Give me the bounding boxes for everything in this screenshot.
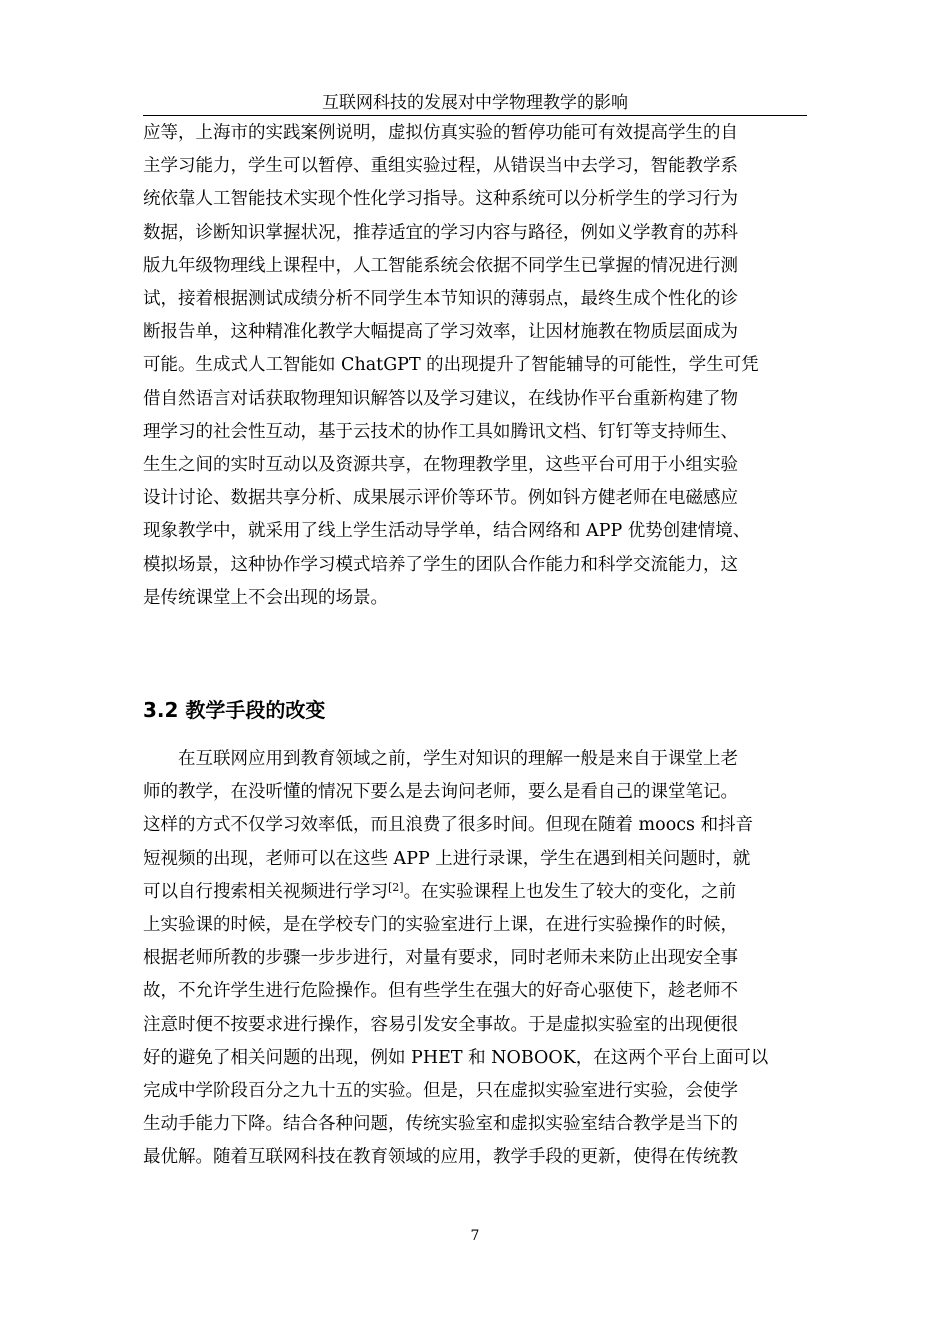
text-line: 应等，上海市的实践案例说明，虚拟仿真实验的暂停功能可有效提高学生的自 [143,123,738,143]
text-line: 可能。生成式人工智能如 ChatGPT 的出现提升了智能辅导的可能性，学生可凭 [143,355,759,376]
section-heading: 3.2 教学手段的改变 [143,698,326,722]
text-line: 在互联网应用到教育领域之前，学生对知识的理解一般是来自于课堂上老 [143,749,738,769]
text-line: 试，接着根据测试成绩分析不同学生本节知识的薄弱点，最终生成个性化的诊 [143,289,738,310]
text-line: 根据老师所教的步骤一步步进行，对量有要求，同时老师未来防止出现安全事 [143,948,738,969]
text-line: 注意时便不按要求进行操作，容易引发安全事故。于是虚拟实验室的出现便很 [143,1014,738,1035]
text-line: 借自然语言对话获取物理知识解答以及学习建议，在线协作平台重新构建了物 [143,388,738,409]
text-line: 模拟场景，这种协作学习模式培养了学生的团队合作能力和科学交流能力，这 [143,554,738,575]
text-line: 生动手能力下降。结合各种问题，传统实验室和虚拟实验室结合教学是当下的 [143,1114,738,1135]
paragraph-2 [143,743,807,1175]
text-segment: 可以自行搜索相关视频进行学习 [143,881,388,902]
paragraph-1 [143,117,807,615]
text-line: 设计讨论、数据共享分析、成果展示评价等环节。例如钭方健老师在电磁感应 [143,488,738,509]
text-line: 完成中学阶段百分之九十五的实验。但是，只在虚拟实验室进行实验，会使学 [143,1081,738,1102]
text-line: 好的避免了相关问题的出现，例如 PHET 和 NOBOOK，在这两个平台上面可以 [143,1047,769,1068]
text-line: 理学习的社会性互动，基于云技术的协作工具如腾讯文档、钉钉等支持师生、 [143,421,738,442]
text-line: 师的教学，在没听懂的情况下要么是去询问老师，要么是看自己的课堂笔记。 [143,782,738,803]
text-line: 是传统课堂上不会出现的场景。 [143,587,388,608]
running-header: 互联网科技的发展对中学物理教学的影响 [322,93,628,113]
text-line: 最优解。随着互联网科技在教育领域的应用，教学手段的更新，使得在传统教 [143,1147,738,1168]
text-line: 数据，诊断知识掌握状况，推荐适宜的学习内容与路径，例如义学教育的苏科 [143,222,738,243]
text-line: 生生之间的实时互动以及资源共享，在物理教学里，这些平台可用于小组实验 [143,455,738,476]
text-line-with-citation [143,876,807,909]
header-rule [143,115,807,116]
text-line: 主学习能力，学生可以暂停、重组实验过程，从错误当中去学习，智能教学系 [143,156,738,177]
text-line: 这样的方式不仅学习效率低，而且浪费了很多时间。但现在随着 moocs 和抖音 [143,815,754,836]
text-line: 上实验课的时候，是在学校专门的实验室进行上课，在进行实验操作的时候， [143,915,738,936]
citation-ref: [2] [388,880,404,894]
text-line: 版九年级物理线上课程中，人工智能系统会依据不同学生已掌握的情况进行测 [143,255,738,276]
text-line: 故，不允许学生进行危险操作。但有些学生在强大的好奇心驱使下，趁老师不 [143,981,738,1002]
text-line: 短视频的出现，老师可以在这些 APP 上进行录课，学生在遇到相关问题时，就 [143,848,751,869]
text-line: 统依靠人工智能技术实现个性化学习指导。这种系统可以分析学生的学习行为 [143,189,738,210]
page-number: 7 [470,1228,480,1244]
text-line: 断报告单，这种精准化教学大幅提高了学习效率，让因材施教在物质层面成为 [143,322,738,343]
text-line: 现象教学中，就采用了线上学生活动导学单，结合网络和 APP 优势创建情境、 [143,521,751,542]
text-segment: 。在实验课程上也发生了较大的变化，之前 [403,881,737,902]
